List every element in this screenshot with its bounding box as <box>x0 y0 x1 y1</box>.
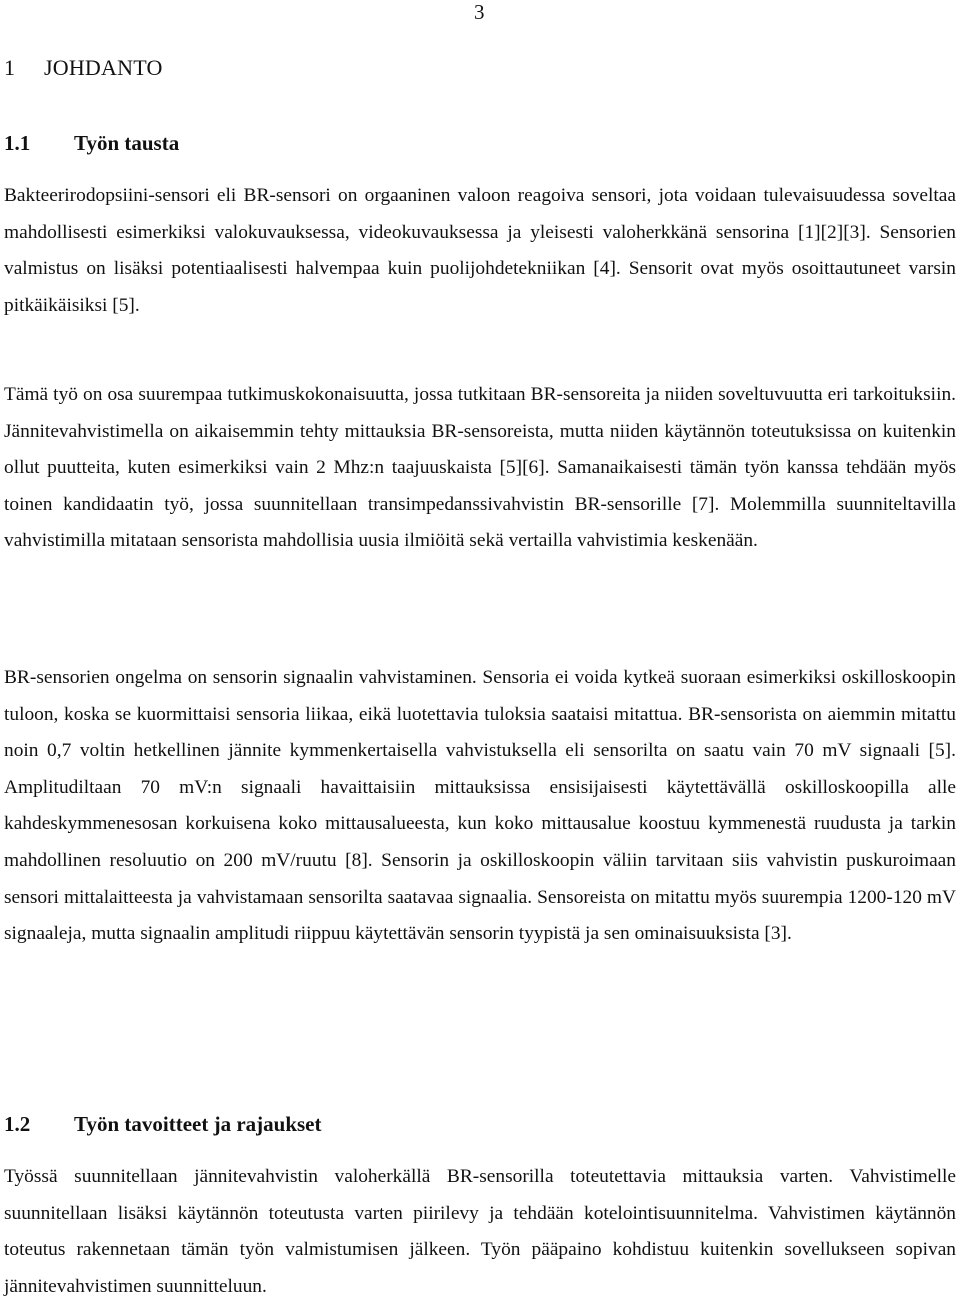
paragraph: Työssä suunnitellaan jännitevahvistin valoherkällä BR-sensorilla toteutettavia mittauksia varten. Vahvistimelle suunnitellaan lisäksi käytännön toteutusta varten piirilevy ja tehdään kotelointisuunnitelma. Vahvistimen käytännön toteutus rakennetaan tämän työn valmistumisen jälkeen. Työn pääpaino kohdistuu kuitenkin sovellukseen sopivan jännitevahvistimen suunnitteluun. <box>4 1166 956 1297</box>
section-title: Työn tavoitteet ja rajaukset <box>74 1112 322 1136</box>
paragraph: Tämä työ on osa suurempaa tutkimuskokonaisuutta, jossa tutkitaan BR-sensoreita ja niiden soveltuvuutta eri tarkoituksiin. Jännitevahvistimella on aikaisemmin tehty mittauksia BR-sensoreista, mutta niiden käytännön toteutuksissa on kuitenkin ollut puutteita, kuten esimerkiksi vain 2 Mhz:n taajuuskaista [5][6]. Samanaikaisesti tämän työn kanssa tehdään myös toinen kandidaatin työ, jossa suunnitellaan transimpedanssivahvistin BR-sensorille [7]. Molemmilla suunniteltavilla vahvistimilla mitataan sensorista mahdollisia uusia ilmiöitä sekä vertailla vahvistimia keskenään. <box>4 384 956 552</box>
paragraph: BR-sensorien ongelma on sensorin signaalin vahvistaminen. Sensoria ei voida kytkeä suoraan esimerkiksi oskilloskoopin tuloon, koska se kuormittaisi sensoria liikaa, eikä luotettavia tuloksia saataisi mitattua. BR-sensorista on aiemmin mitattu noin 0,7 voltin hetkellinen jännite kymmenkertaisella vahvistuksella eli sensorilta on saatu vain 70 mV signaali [5]. Amplitudiltaan 70 mV:n signaali havaittaisiin mittauksissa ensisijaisesti käytettävällä oskilloskoopilla alle kahdeskymmenesosan korkuisena koko mittausalueesta, kun koko mittausalue koostuu kymmenestä ruudusta ja tarkin mahdollinen resoluutio on 200 mV/ruutu [8]. Sensorin ja oskilloskoopin väliin tarvitaan siis vahvistin puskuroimaan sensori mittalaitteesta ja vahvistamaan sensorilta saatavaa signaalia. Sensoreista on mitattu myös suurempia 1200-120 mV signaaleja, mutta signaalin amplitudi riippuu käytettävän sensorin tyypistä ja sen ominaisuuksista [3]. <box>4 667 956 945</box>
section-title: Työn tausta <box>74 131 180 155</box>
chapter-heading <box>4 54 163 82</box>
section-heading-1-1 <box>4 129 179 157</box>
chapter-title: JOHDANTO <box>44 55 163 80</box>
chapter-number: 1 <box>4 55 16 80</box>
section-number: 1.2 <box>4 1112 31 1136</box>
section-number: 1.1 <box>4 131 31 155</box>
page-number: 3 <box>474 0 485 24</box>
paragraph: Bakteerirodopsiini-sensori eli BR-sensori on orgaaninen valoon reagoiva sensori, jota voidaan tulevaisuudessa soveltaa mahdollisesti esimerkiksi valokuvauksessa, videokuvauksessa ja yleisesti valoherkkänä sensorina [1][2][3]. Sensorien valmistus on lisäksi potentiaalisesti halvempaa kuin puolijohdetekniikan [4]. Sensorit ovat myös osoittautuneet varsin pitkäikäisiksi [5]. <box>4 185 956 316</box>
section-heading-1-2 <box>4 1110 321 1138</box>
